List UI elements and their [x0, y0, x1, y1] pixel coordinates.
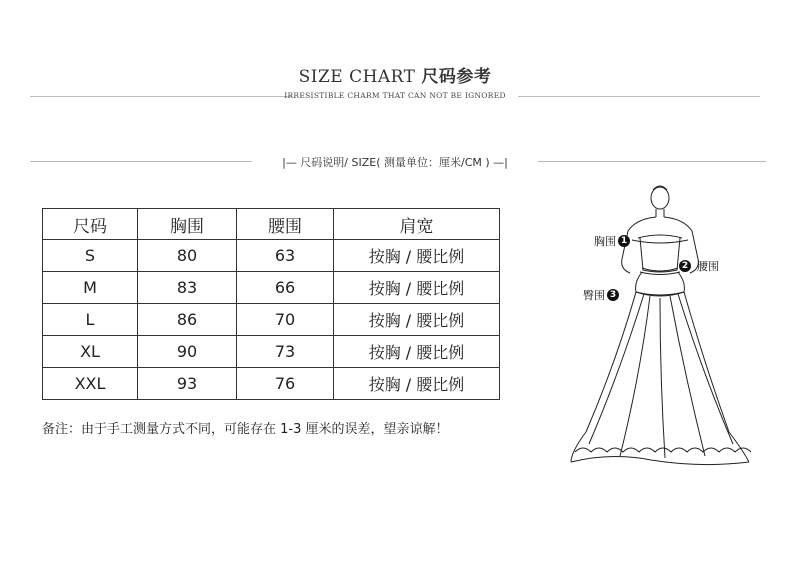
- header-bust: 胸围: [138, 209, 237, 240]
- cell-size: M: [43, 272, 138, 304]
- table-row: [43, 304, 500, 336]
- cell-waist: 73: [237, 336, 334, 368]
- cell-bust: 83: [138, 272, 237, 304]
- dress-illustration: [560, 180, 760, 470]
- waist-number: 2: [679, 260, 691, 272]
- cell-size: S: [43, 240, 138, 272]
- cell-waist: 76: [237, 368, 334, 400]
- cell-waist: 63: [237, 240, 334, 272]
- cell-bust: 80: [138, 240, 237, 272]
- title-en: SIZE CHART: [298, 67, 416, 87]
- subtitle: IRRESISTIBLE CHARM THAT CAN NOT BE IGNORED: [284, 91, 506, 100]
- table-header-row: [43, 209, 500, 240]
- bust-label-text: 胸围: [594, 235, 616, 248]
- header-waist: 腰围: [237, 209, 334, 240]
- bust-number: 1: [618, 235, 630, 247]
- cell-size: L: [43, 304, 138, 336]
- cell-size: XXL: [43, 368, 138, 400]
- cell-bust: 86: [138, 304, 237, 336]
- page-title: [0, 62, 790, 87]
- waist-label: [679, 258, 719, 274]
- size-table: [42, 208, 500, 400]
- waist-label-text: 腰围: [697, 260, 719, 273]
- cell-bust: 93: [138, 368, 237, 400]
- section-heading: |— 尺码说明/ SIZE( 测量单位：厘米/CM ) —|: [282, 156, 508, 169]
- cell-shoulder: 按胸 / 腰比例: [334, 336, 500, 368]
- table-row: [43, 336, 500, 368]
- cell-bust: 90: [138, 336, 237, 368]
- table-row: [43, 368, 500, 400]
- cell-waist: 66: [237, 272, 334, 304]
- header-shoulder: 肩宽: [334, 209, 500, 240]
- footnote: 备注：由于手工测量方式不同，可能存在 1-3 厘米的误差，望亲谅解！: [42, 422, 449, 437]
- header-size: 尺码: [43, 209, 138, 240]
- hip-label: [583, 287, 619, 303]
- title-cn: 尺码参考: [421, 67, 492, 87]
- hip-number: 3: [607, 289, 619, 301]
- subtitle-rule-right: [518, 96, 760, 97]
- cell-shoulder: 按胸 / 腰比例: [334, 368, 500, 400]
- section-rule-right: [538, 161, 766, 162]
- cell-waist: 70: [237, 304, 334, 336]
- cell-size: XL: [43, 336, 138, 368]
- cell-shoulder: 按胸 / 腰比例: [334, 240, 500, 272]
- table-row: [43, 240, 500, 272]
- bust-label: [594, 233, 630, 249]
- cell-shoulder: 按胸 / 腰比例: [334, 304, 500, 336]
- cell-shoulder: 按胸 / 腰比例: [334, 272, 500, 304]
- hip-label-text: 臀围: [583, 289, 605, 302]
- table-row: [43, 272, 500, 304]
